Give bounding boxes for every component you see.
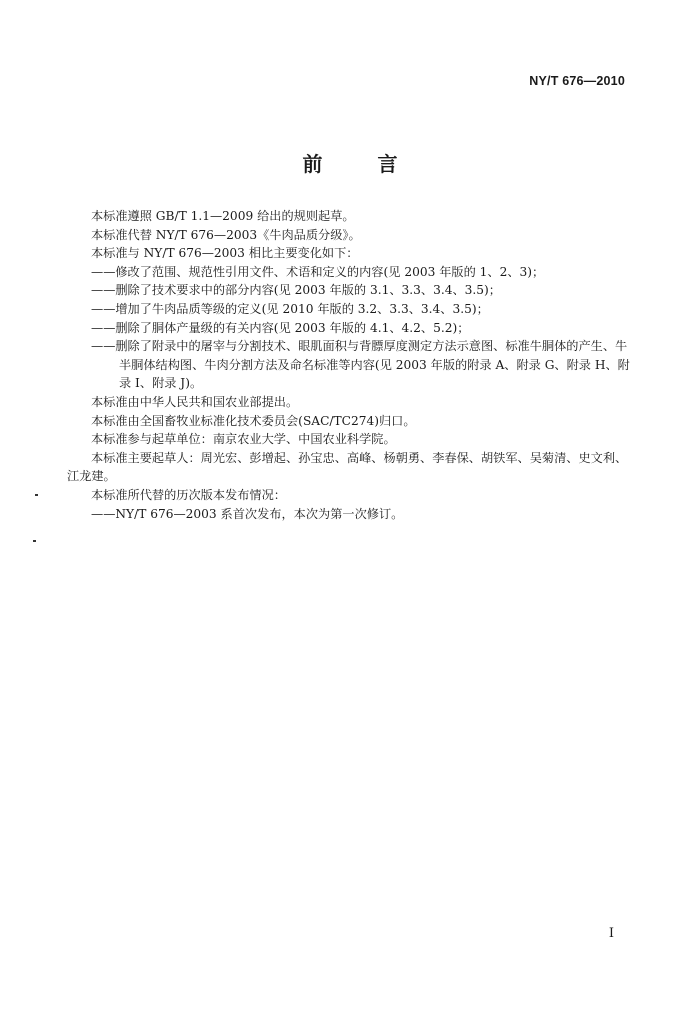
change-item: ——增加了牛肉品质等级的定义(见 2010 年版的 3.2、3.3、3.4、3.5)； <box>91 301 489 316</box>
paragraph-drafters: 本标准主要起草人：周光宏、彭增起、孙宝忠、高峰、杨朝勇、李春保、胡铁军、吴菊清、史文利、江龙建。 <box>67 450 628 484</box>
scan-speck <box>35 494 38 496</box>
page-number: I <box>608 926 614 941</box>
document-code: NY/T 676—2010 <box>529 74 625 88</box>
paragraph-history-intro: 本标准所代替的历次版本发布情况： <box>91 487 286 502</box>
history-item: ——NY/T 676—2003 系首次发布，本次为第一次修订。 <box>91 506 404 521</box>
page-title: 前 言 <box>302 152 422 176</box>
change-item: ——修改了范围、规范性引用文件、术语和定义的内容(见 2003 年版的 1、2、3)； <box>91 264 545 279</box>
paragraph-drafting-rule: 本标准遵照 GB/T 1.1—2009 给出的规则起草。 <box>91 209 355 223</box>
change-item: ——删除了附录中的屠宰与分割技术、眼肌面积与背膘厚度测定方法示意图、标准牛胴体的产生、牛半胴体结构图、牛肉分割方法及命名标准等内容(见 2003 年版的附录 A、附录 G、附录 H、附录 I、附录 J)。 <box>91 339 630 391</box>
paragraph-changes-intro: 本标准与 NY/T 676—2003 相比主要变化如下： <box>91 246 359 261</box>
paragraph-proposer: 本标准由中华人民共和国农业部提出。 <box>91 394 299 409</box>
paragraph-committee: 本标准由全国畜牧业标准化技术委员会(SAC/TC274)归口。 <box>91 413 416 428</box>
change-item: ——删除了技术要求中的部分内容(见 2003 年版的 3.1、3.3、3.4、3.5)； <box>91 283 501 298</box>
paragraph-drafting-units: 本标准参与起草单位：南京农业大学、中国农业科学院。 <box>91 432 396 447</box>
change-item: ——删除了胴体产量级的有关内容(见 2003 年版的 4.1、4.2、5.2)； <box>91 320 470 335</box>
paragraph-replaces: 本标准代替 NY/T 676—2003《牛肉品质分级》。 <box>91 227 361 242</box>
foreword-body <box>67 207 631 523</box>
scan-speck <box>33 540 36 542</box>
